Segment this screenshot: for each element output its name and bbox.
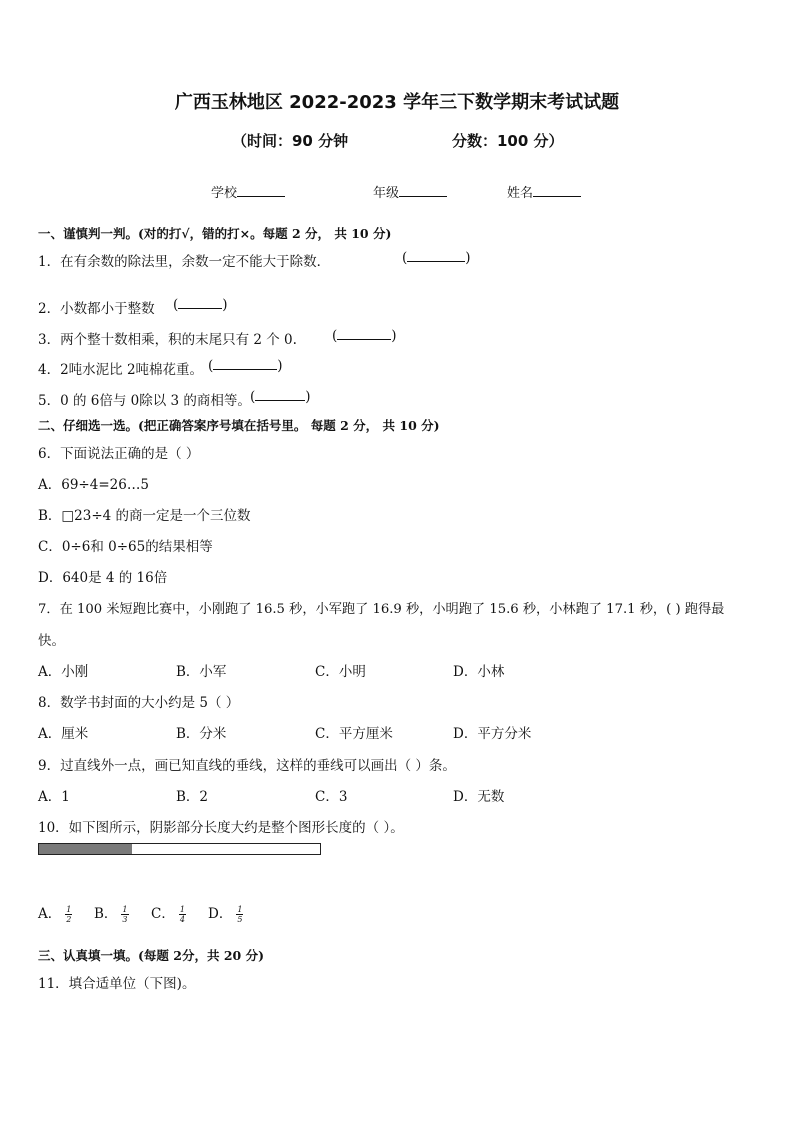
option-10c[interactable]: C． $\frac{1}{4}$ — [151, 905, 185, 924]
name-field — [507, 182, 581, 201]
school-blank[interactable] — [237, 196, 285, 197]
question-6: 6．下面说法正确的是（ ） — [38, 446, 200, 462]
shaded-part — [39, 844, 132, 854]
question-9: 9．过直线外一点，画已知直线的垂线，这样的垂线可以画出（ ）条。 — [38, 758, 456, 774]
option-7d[interactable]: D．小林 — [453, 664, 505, 680]
option-9a[interactable]: A．1 — [38, 789, 70, 805]
name-label: 姓名 — [507, 186, 534, 201]
answer-blank-2[interactable]: ( ) — [173, 297, 228, 313]
answer-blank-5[interactable]: ( ) — [250, 389, 311, 405]
option-10a[interactable]: A． $\frac{1}{2}$ — [38, 905, 72, 924]
question-1: 1．在有余数的除法里，余数一定不能大于除数． — [38, 254, 331, 270]
fraction-10b: $\frac{1}{3}$ — [122, 905, 128, 924]
grade-label: 年级 — [373, 186, 400, 201]
question-4: 4．2吨水泥比 2吨棉花重。 — [38, 362, 204, 378]
question-2: 2．小数都小于整数 — [38, 301, 155, 317]
option-10d[interactable]: D． $\frac{1}{5}$ — [208, 905, 243, 924]
option-7a[interactable]: A．小刚 — [38, 664, 89, 680]
section3-heading: 三、认真填一填。(每题 2分，共 20 分) — [38, 948, 264, 963]
option-8b[interactable]: B．分米 — [176, 726, 227, 742]
grade-field — [373, 182, 447, 201]
option-8c[interactable]: C．平方厘米 — [315, 726, 393, 742]
question-11: 11．填合适单位（下图)。 — [38, 976, 196, 992]
option-6d[interactable]: D．640是 4 的 16倍 — [38, 570, 168, 586]
option-8a[interactable]: A．厘米 — [38, 726, 89, 742]
page-title: 广西玉林地区 2022-2023 学年三下数学期末考试试题 — [174, 92, 620, 113]
exam-score: 分数：100 分） — [452, 132, 564, 150]
section1-heading: 一、谨慎判一判。(对的打√，错的打×。每题 2 分， 共 10 分) — [38, 226, 392, 241]
question-7-line1: 7．在 100 米短跑比赛中，小刚跑了 16.5 秒，小军跑了 16.9 秒，小明跑了 15.6 秒，小林跑了 17.1 秒，( ) 跑得最 — [38, 602, 725, 617]
option-6a[interactable]: A．69÷4=26…5 — [38, 477, 149, 493]
answer-blank-4[interactable]: ( ) — [208, 358, 283, 374]
option-10b[interactable]: B． $\frac{1}{3}$ — [94, 905, 128, 924]
answer-blank-3[interactable]: ( ) — [332, 328, 397, 344]
option-6b[interactable]: B．□23÷4 的商一定是一个三位数 — [38, 508, 251, 524]
fraction-10a: $\frac{1}{2}$ — [66, 905, 72, 924]
question-5: 5．0 的 6倍与 0除以 3 的商相等。 — [38, 393, 251, 409]
option-7c[interactable]: C．小明 — [315, 664, 366, 680]
question-8: 8．数学书封面的大小约是 5（ ） — [38, 695, 240, 711]
fraction-10c: $\frac{1}{4}$ — [179, 905, 185, 924]
name-blank[interactable] — [533, 196, 581, 197]
question-7-line2: 快。 — [38, 633, 65, 649]
option-9d[interactable]: D．无数 — [453, 789, 505, 805]
section2-heading: 二、仔细选一选。(把正确答案序号填在括号里。 每题 2 分， 共 10 分) — [38, 418, 440, 433]
grade-blank[interactable] — [399, 196, 447, 197]
answer-blank-1[interactable]: ( ) — [402, 250, 471, 266]
option-8d[interactable]: D．平方分米 — [453, 726, 532, 742]
option-6c[interactable]: C．0÷6和 0÷65的结果相等 — [38, 539, 213, 555]
school-field — [211, 182, 285, 201]
option-9b[interactable]: B．2 — [176, 789, 209, 805]
fraction-10d: $\frac{1}{5}$ — [237, 905, 243, 924]
option-7b[interactable]: B．小军 — [176, 664, 227, 680]
school-label: 学校 — [211, 186, 238, 201]
option-9c[interactable]: C．3 — [315, 789, 348, 805]
length-bar — [38, 843, 321, 855]
question-10: 10．如下图所示，阴影部分长度大约是整个图形长度的（ ）。 — [38, 820, 404, 836]
question-3: 3．两个整十数相乘，积的末尾只有 2 个 0. — [38, 332, 297, 348]
exam-time: （时间：90 分钟 — [232, 132, 349, 150]
